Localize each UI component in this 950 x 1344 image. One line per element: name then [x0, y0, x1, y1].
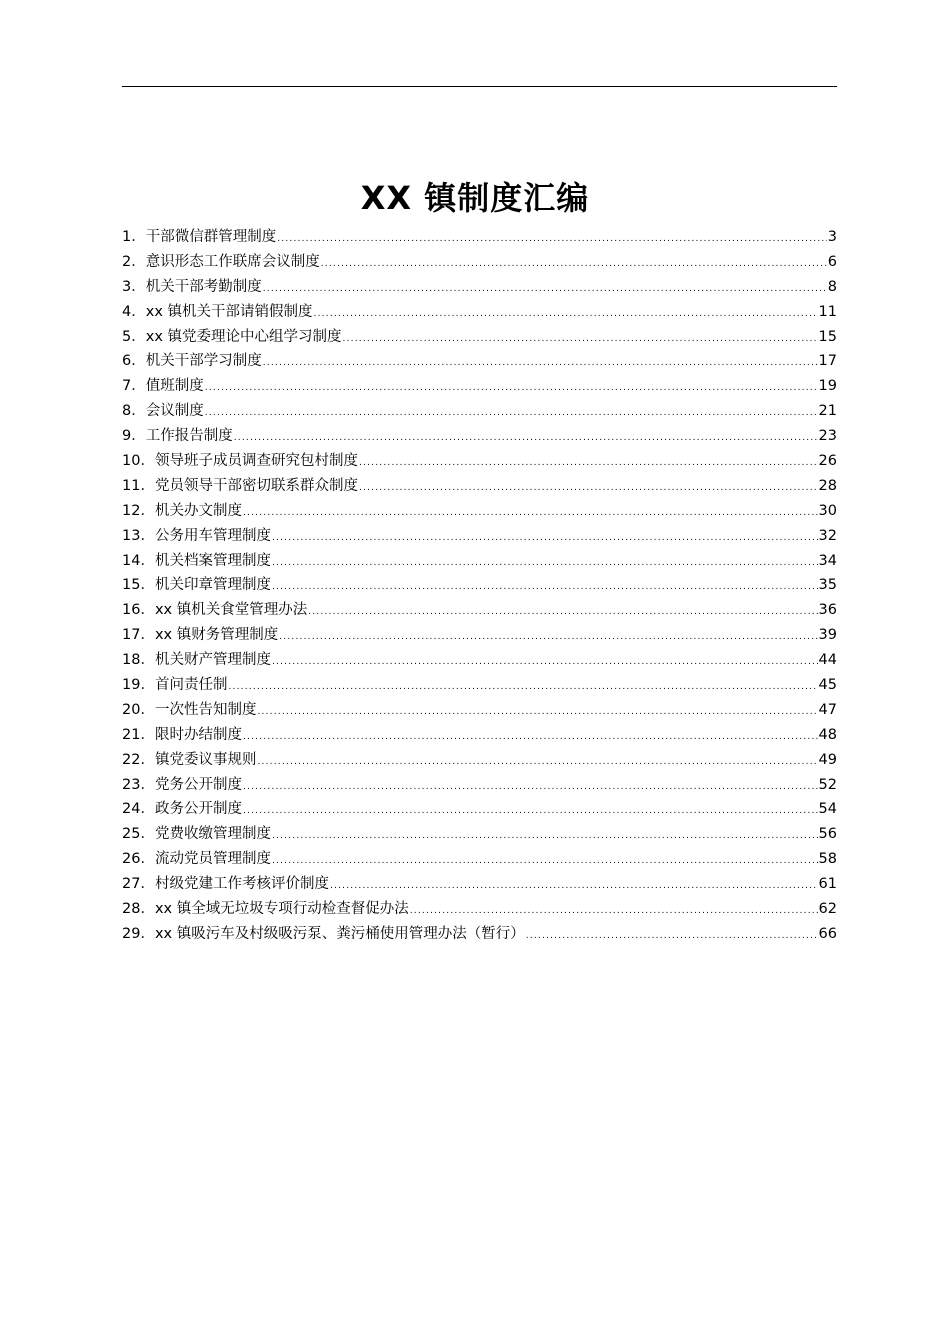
- toc-entry-title: 限时办结制度: [154, 726, 242, 743]
- table-of-contents: [122, 225, 837, 947]
- toc-entry-page-number: 39: [818, 627, 837, 644]
- toc-entry-number: 26．: [122, 851, 155, 868]
- toc-dot-leader: [526, 924, 818, 949]
- toc-entry-title: 领导班子成员调查研究包村制度: [154, 453, 358, 470]
- toc-entry-number: 17．: [122, 627, 155, 644]
- toc-entry[interactable]: [122, 847, 837, 872]
- toc-entry-number: 5．: [122, 328, 146, 345]
- toc-entry-title: xx 镇机关食堂管理办法: [154, 602, 308, 619]
- toc-entry-number: 15．: [122, 577, 155, 594]
- toc-entry[interactable]: [122, 872, 837, 897]
- toc-entry-title: 党费收缴管理制度: [154, 826, 271, 843]
- document-title: XX 镇制度汇编: [360, 179, 590, 218]
- toc-dot-leader: [279, 625, 817, 650]
- toc-entry[interactable]: [122, 573, 837, 598]
- toc-entry-page-number: 30: [818, 502, 837, 519]
- toc-entry[interactable]: [122, 399, 837, 424]
- toc-entry-page-number: 21: [818, 403, 837, 420]
- toc-dot-leader: [234, 426, 818, 451]
- toc-dot-leader: [243, 775, 818, 800]
- toc-entry-page-number: 56: [818, 826, 837, 843]
- toc-entry-title: 机关档案管理制度: [154, 552, 271, 569]
- toc-entry-page-number: 3: [827, 229, 837, 245]
- toc-entry-page-number: 48: [818, 726, 837, 743]
- toc-entry-number: 22．: [122, 751, 155, 768]
- toc-entry-number: 4．: [122, 303, 146, 320]
- toc-entry-number: 10．: [122, 453, 155, 470]
- toc-dot-leader: [308, 600, 817, 625]
- toc-dot-leader: [410, 899, 818, 924]
- toc-entry[interactable]: [122, 822, 837, 847]
- toc-entry[interactable]: [122, 922, 837, 947]
- toc-entry[interactable]: [122, 549, 837, 574]
- toc-entry-page-number: 54: [818, 801, 837, 818]
- toc-dot-leader: [205, 401, 818, 426]
- toc-entry-number: 21．: [122, 726, 155, 743]
- toc-entry-page-number: 44: [818, 652, 837, 669]
- toc-entry-page-number: 34: [818, 552, 837, 569]
- toc-dot-leader: [272, 650, 818, 675]
- toc-entry-page-number: 26: [818, 453, 837, 470]
- toc-dot-leader: [243, 725, 818, 750]
- toc-dot-leader: [272, 824, 818, 849]
- toc-dot-leader: [272, 575, 818, 600]
- toc-dot-leader: [330, 874, 818, 899]
- toc-entry-number: 6．: [122, 353, 146, 370]
- toc-entry[interactable]: [122, 524, 837, 549]
- toc-entry[interactable]: [122, 424, 837, 449]
- toc-dot-leader: [359, 451, 818, 476]
- toc-dot-leader: [263, 277, 827, 302]
- toc-dot-leader: [257, 700, 817, 725]
- toc-entry-number: 14．: [122, 552, 155, 569]
- toc-dot-leader: [272, 526, 818, 551]
- toc-entry-page-number: 15: [818, 328, 837, 345]
- toc-entry-title: 会议制度: [145, 403, 204, 420]
- toc-dot-leader: [243, 799, 818, 824]
- toc-entry[interactable]: [122, 325, 837, 350]
- toc-entry-number: 11．: [122, 477, 155, 494]
- toc-entry-page-number: 36: [818, 602, 837, 619]
- toc-entry-page-number: 11: [818, 303, 837, 320]
- toc-entry[interactable]: [122, 623, 837, 648]
- header-rule: [122, 86, 837, 87]
- toc-entry-title: 公务用车管理制度: [154, 527, 271, 544]
- toc-entry-title: 值班制度: [145, 378, 204, 395]
- toc-entry[interactable]: [122, 275, 837, 300]
- toc-entry-title: 党务公开制度: [154, 776, 242, 793]
- toc-entry-title: xx 镇全域无垃圾专项行动检查督促办法: [154, 901, 409, 918]
- toc-entry[interactable]: [122, 225, 837, 250]
- toc-dot-leader: [321, 252, 827, 277]
- toc-entry[interactable]: [122, 673, 837, 698]
- toc-entry-number: 19．: [122, 677, 155, 694]
- toc-entry[interactable]: [122, 250, 837, 275]
- toc-entry[interactable]: [122, 773, 837, 798]
- toc-entry-number: 3．: [122, 278, 146, 295]
- toc-dot-leader: [359, 476, 818, 501]
- toc-entry[interactable]: [122, 349, 837, 374]
- toc-entry-page-number: 66: [818, 925, 837, 942]
- toc-entry-number: 25．: [122, 826, 155, 843]
- toc-dot-leader: [257, 750, 817, 775]
- toc-entry-page-number: 6: [827, 253, 837, 270]
- toc-dot-leader: [243, 501, 818, 526]
- toc-entry-title: 机关干部学习制度: [145, 353, 262, 370]
- toc-entry-number: 20．: [122, 701, 155, 718]
- toc-entry-page-number: 17: [818, 353, 837, 370]
- toc-dot-leader: [205, 376, 818, 401]
- toc-entry[interactable]: [122, 897, 837, 922]
- toc-entry-title: 流动党员管理制度: [154, 851, 271, 868]
- toc-entry-title: 机关办文制度: [154, 502, 242, 519]
- toc-entry-page-number: 49: [818, 751, 837, 768]
- toc-entry-number: 18．: [122, 652, 155, 669]
- toc-entry-number: 16．: [122, 602, 155, 619]
- toc-entry-number: 29．: [122, 925, 155, 942]
- toc-entry-title: xx 镇财务管理制度: [154, 627, 279, 644]
- toc-entry-number: 8．: [122, 403, 146, 420]
- toc-entry-title: xx 镇吸污车及村级吸污泵、粪污桶使用管理办法（暂行）: [154, 925, 525, 942]
- toc-entry-title: 意识形态工作联席会议制度: [145, 253, 320, 270]
- toc-entry[interactable]: [122, 374, 837, 399]
- toc-entry-number: 2．: [122, 253, 146, 270]
- toc-entry-title: 干部微信群管理制度: [145, 229, 277, 245]
- toc-entry-page-number: 35: [818, 577, 837, 594]
- toc-dot-leader: [314, 302, 818, 327]
- toc-entry-page-number: 47: [818, 701, 837, 718]
- toc-entry-number: 13．: [122, 527, 155, 544]
- toc-entry-title: 村级党建工作考核评价制度: [154, 876, 329, 893]
- toc-entry-number: 27．: [122, 876, 155, 893]
- toc-entry-title: 党员领导干部密切联系群众制度: [154, 477, 358, 494]
- toc-entry-title: 机关印章管理制度: [154, 577, 271, 594]
- toc-entry-title: 机关干部考勤制度: [145, 278, 262, 295]
- toc-entry[interactable]: [122, 797, 837, 822]
- toc-entry[interactable]: [122, 698, 837, 723]
- toc-entry[interactable]: [122, 648, 837, 673]
- toc-entry-page-number: 52: [818, 776, 837, 793]
- toc-entry-number: 23．: [122, 776, 155, 793]
- toc-entry-title: xx 镇党委理论中心组学习制度: [145, 328, 342, 345]
- toc-entry-page-number: 28: [818, 477, 837, 494]
- toc-entry-title: 政务公开制度: [154, 801, 242, 818]
- toc-entry-title: 工作报告制度: [145, 428, 233, 445]
- toc-entry-number: 28．: [122, 901, 155, 918]
- toc-entry[interactable]: [122, 300, 837, 325]
- toc-dot-leader: [343, 327, 818, 352]
- toc-entry[interactable]: [122, 598, 837, 623]
- toc-entry-page-number: 19: [818, 378, 837, 395]
- toc-entry-number: 9．: [122, 428, 146, 445]
- toc-entry[interactable]: [122, 499, 837, 524]
- toc-dot-leader: [228, 675, 817, 700]
- toc-entry-page-number: 45: [818, 677, 837, 694]
- toc-entry-number: 1．: [122, 229, 146, 245]
- toc-entry-page-number: 23: [818, 428, 837, 445]
- toc-entry-page-number: 61: [818, 876, 837, 893]
- toc-dot-leader: [263, 351, 818, 376]
- toc-entry-title: 镇党委议事规则: [154, 751, 257, 768]
- toc-entry[interactable]: [122, 748, 837, 773]
- toc-entry-title: 一次性告知制度: [154, 701, 257, 718]
- toc-dot-leader: [272, 849, 818, 874]
- toc-entry[interactable]: [122, 723, 837, 748]
- toc-entry-page-number: 8: [827, 278, 837, 295]
- toc-entry-number: 7．: [122, 378, 146, 395]
- toc-entry-title: xx 镇机关干部请销假制度: [145, 303, 313, 320]
- toc-entry-number: 12．: [122, 502, 155, 519]
- toc-entry-page-number: 58: [818, 851, 837, 868]
- toc-entry[interactable]: [122, 474, 837, 499]
- toc-entry-title: 首问责任制: [154, 677, 228, 694]
- toc-entry-page-number: 62: [818, 901, 837, 918]
- toc-dot-leader: [272, 551, 818, 576]
- toc-dot-leader: [277, 227, 827, 252]
- toc-entry-title: 机关财产管理制度: [154, 652, 271, 669]
- toc-entry-page-number: 32: [818, 527, 837, 544]
- toc-entry[interactable]: [122, 449, 837, 474]
- toc-entry-number: 24．: [122, 801, 155, 818]
